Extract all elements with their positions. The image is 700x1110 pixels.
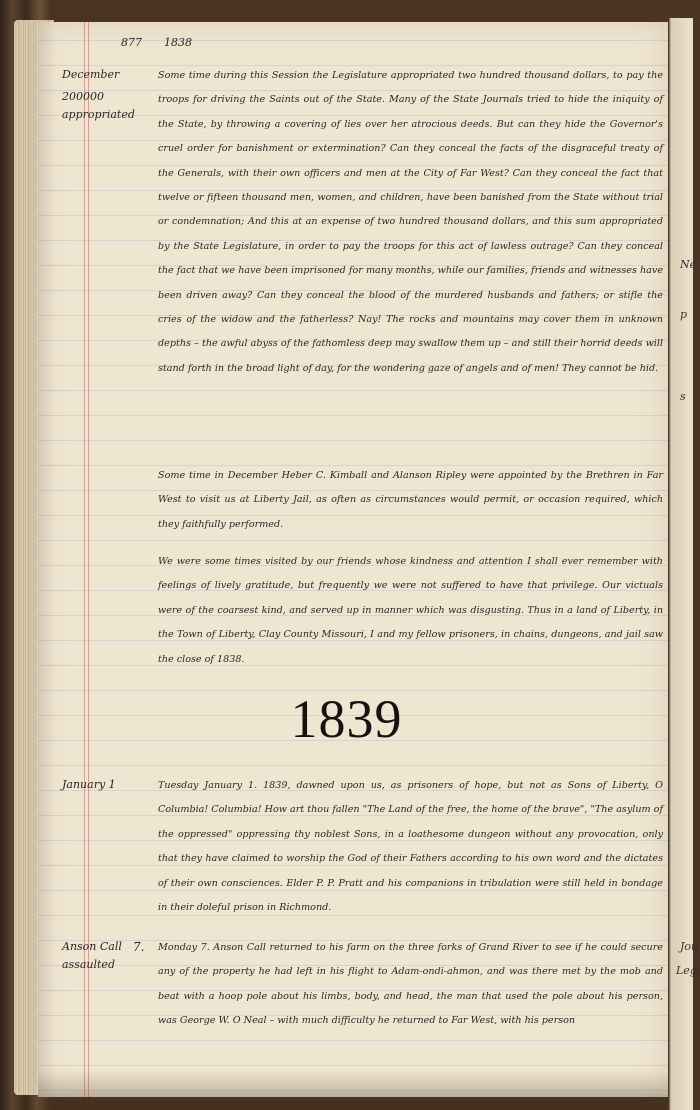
paragraph-close-of-1838: We were some times visited by our friends whose kindness and attention I shall ever remember with feelings of lively gratitude, but frequently we were not suffered to have that privilege. Our victuals were of the coarsest kind, and served up in manner which was disgusting. Thus in a land of Liberty, in the Town of Liberty, Clay County Missouri, I and my fellow prisoners, in chains, dungeons, and jail saw the close of 1838. [158,556,663,665]
facing-fragment: s [680,390,686,403]
page-number: 877 [121,36,142,49]
page-bottom-shadow [38,1070,668,1110]
margin-rule-inner [88,22,89,1097]
margin-note-anson-call: Anson Call assaulted [62,940,122,971]
page-year: 1838 [164,36,192,49]
paragraph-december-visits: Some time in December Heber C. Kimball and Alanson Ripley were appointed by the Brethren in Far West to visit us at Liberty Jail, as often as circumstances would permit, or occasion required, which they faithfully performed. [158,470,663,530]
entry-day-number: 7. [133,940,145,954]
facing-fragment: Legi [676,964,700,977]
entry-monday-7: Monday 7. Anson Call returned to his farm on the three forks of Grand River to see if he could secure any of the property he had left in his flight to Adam-ondi-ahmon, and was there met by the mob and beat with a hoop pole about his limbs, body, and head, the man that used the pole about his person, was George W. O Neal – with much difficulty he returned to Far West, with his person [158,942,663,1027]
margin-note-december: December [62,68,120,81]
facing-fragment: Ne [680,258,697,271]
facing-page-edge [668,18,700,1110]
margin-note-january: January 1 [62,778,116,791]
year-heading: 1839 [290,689,403,749]
margin-note-appropriated: 200000 appropriated [62,90,135,121]
facing-fragment: Jou [680,940,699,953]
paragraph-legislature: Some time during this Session the Legislature appropriated two hundred thousand dollars, to pay the troops for driving the Saints out of the State. Many of the State Journals tried to hide the iniquity of the State, by throwing a covering of lies over her atrocious deeds. But can they hide the Governor's cruel order for banishment or extermination? Can they conceal the facts of the disgraceful treaty of the Generals, with their own officers and men at the City of Far West? Can they conceal the fact that twelve or fifteen thousand men, women, and children, have been banished from the State without trial or condemnation; And this at an expense of two hundred thousand dollars, and this sum appropriated by the State Legislature, in order to pay the troops for this act of lawless outrage? Can they conceal the fact that we have been imprisoned for many months, while our families, friends and witnesses have been driven away? Can they conceal the blood of the murdered husbands and fathers; or stifle the cries of the widow and the fatherless? Nay! The rocks and mountains may cover them in unknown depths – the awful abyss of the fathomless deep may swallow them up – and still their horrid deeds will stand forth in the broad light of day, for the wondering gaze of angels and of men! They cannot be hid. [158,70,663,374]
facing-fragment: p [680,308,688,321]
entry-january-1: Tuesday January 1. 1839, dawned upon us, as prisoners of hope, but not as Sons of Liberty, O Columbia! Columbia! How art thou fallen "The Land of the free, the home of the brave", "The asylum of the oppressed" oppressing thy noblest Sons, in a loathesome dungeon without any provocation, only that they have claimed to worship the God of their Fathers according to his own word and the dictates of their own consciences. Elder P. P. Pratt and his companions in tribulation were still held in bondage in their doleful prison in Richmond. [158,780,663,914]
margin-rule [84,22,85,1097]
